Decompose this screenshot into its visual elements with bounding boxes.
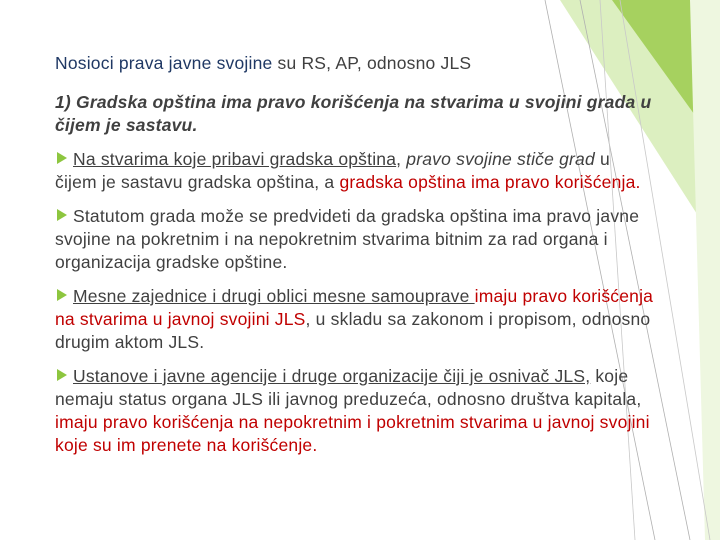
bullet-4-part2: koje nemaju status organa JLS ili javnog preduzeća, odnosno društva kapitala, xyxy=(55,366,642,409)
green-triangle-arrow-icon xyxy=(57,369,67,381)
corner-triangle-pale xyxy=(690,0,720,540)
bullet-1-part3: pravo svojine stiče grad xyxy=(406,149,595,169)
bullet-4-part3: imaju pravo korišćenja na nepokretnim i pokretnim stvarima u javnoj svojini koje su im prenete na korišćenje. xyxy=(55,412,650,455)
green-triangle-arrow-icon xyxy=(57,152,67,164)
bullet-3-part3: , u skladu sa zakonom i propisom, odnosno drugim aktom JLS. xyxy=(55,309,651,352)
green-triangle-arrow-icon xyxy=(57,209,67,221)
bullet-3-part1: Mesne zajednice i drugi oblici mesne samouprave xyxy=(73,286,475,306)
intro-rest: su RS, AP, odnosno JLS xyxy=(272,53,472,73)
intro-line xyxy=(55,52,655,75)
bullet-2 xyxy=(55,205,655,274)
intro-highlight: Nosioci prava javne svojine xyxy=(55,53,273,73)
bullet-2-text: Statutom grada može se predvideti da gradska opština ima pravo javne svojine na pokretnim i na nepokretnim stvarima bitnim za rad organa i organizacija gradske opštine. xyxy=(55,206,640,272)
bullet-1 xyxy=(55,148,655,194)
subheading-1: 1) Gradska opština ima pravo korišćenja na stvarima u svojini grada u čijem je sastavu. xyxy=(55,92,652,135)
bullet-1-part1: Na stvarima koje pribavi gradska opština xyxy=(73,149,397,169)
bullet-3-part2: imaju pravo korišćenja na stvarima u javnoj svojini JLS xyxy=(55,286,654,329)
bullet-4-part1: Ustanove i javne agencije i druge organizacije čiji je osnivač JLS, xyxy=(73,366,591,386)
slide-content xyxy=(55,52,655,457)
bullet-1-part2: , xyxy=(396,149,407,169)
bullet-1-part5: gradska opština ima pravo korišćenja. xyxy=(339,172,641,192)
green-triangle-arrow-icon xyxy=(57,289,67,301)
bullet-1-part4: u čijem je sastavu gradska opština, a xyxy=(55,149,610,192)
bullet-3 xyxy=(55,285,655,354)
bullet-4 xyxy=(55,365,655,457)
